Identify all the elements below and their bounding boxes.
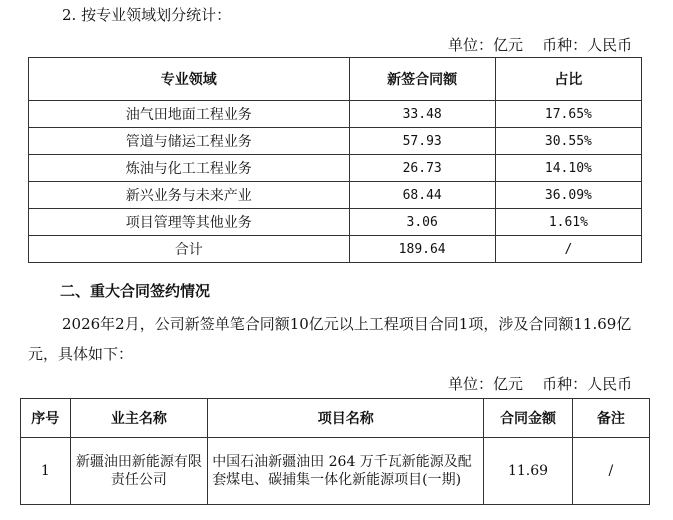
cell-project: 中国石油新疆油田 264 万千瓦新能源及配套煤电、碳捕集一体化新能源项目(一期) (208, 438, 484, 505)
paragraph-line-1: 2026年2月，公司新签单笔合同额10亿元以上工程项目合同1项，涉及合同额11.69亿 (62, 315, 632, 333)
cell-total-amount: 189.64 (349, 236, 495, 263)
cell-amount: 57.93 (349, 128, 495, 155)
cell-field: 新兴业务与未来产业 (29, 182, 350, 209)
cell-field: 油气田地面工程业务 (29, 101, 350, 128)
header-contract-amount: 合同金额 (484, 399, 572, 438)
contract-by-field-table (28, 57, 642, 263)
paragraph-line-2: 元，具体如下： (28, 345, 134, 363)
table-row (29, 128, 642, 155)
table-row (29, 155, 642, 182)
table-total-row (29, 236, 642, 263)
cell-owner: 新疆油田新能源有限责任公司 (70, 438, 208, 505)
header-share: 占比 (495, 58, 641, 101)
table-row (29, 209, 642, 236)
cell-amount: 68.44 (349, 182, 495, 209)
table-row (29, 182, 642, 209)
cell-amount: 26.73 (349, 155, 495, 182)
cell-number: 1 (21, 438, 71, 505)
unit-currency-note: 单位：亿元 币种：人民币 (448, 375, 633, 393)
cell-field: 项目管理等其他业务 (29, 209, 350, 236)
cell-field: 管道与储运工程业务 (29, 128, 350, 155)
cell-total-label: 合计 (29, 236, 350, 263)
header-note: 备注 (572, 399, 649, 438)
cell-share: 17.65% (495, 101, 641, 128)
cell-share: 1.61% (495, 209, 641, 236)
header-field: 专业领域 (29, 58, 350, 101)
table-row (21, 438, 650, 505)
cell-field: 炼油与化工工程业务 (29, 155, 350, 182)
header-number: 序号 (21, 399, 71, 438)
major-contracts-table (20, 398, 650, 505)
cell-total-share: / (495, 236, 641, 263)
unit-currency-note: 单位：亿元 币种：人民币 (448, 36, 633, 54)
table-row (29, 101, 642, 128)
section-heading-major-contracts: 二、重大合同签约情况 (60, 282, 211, 300)
section-heading-by-field: 2. 按专业领域划分统计： (62, 6, 232, 24)
table-header-row (21, 399, 650, 438)
cell-amount: 3.06 (349, 209, 495, 236)
cell-note: / (572, 438, 649, 505)
cell-contract-amount: 11.69 (484, 438, 572, 505)
cell-share: 14.10% (495, 155, 641, 182)
header-amount: 新签合同额 (349, 58, 495, 101)
header-owner: 业主名称 (70, 399, 208, 438)
cell-share: 36.09% (495, 182, 641, 209)
table-header-row (29, 58, 642, 101)
cell-share: 30.55% (495, 128, 641, 155)
header-project: 项目名称 (208, 399, 484, 438)
cell-amount: 33.48 (349, 101, 495, 128)
